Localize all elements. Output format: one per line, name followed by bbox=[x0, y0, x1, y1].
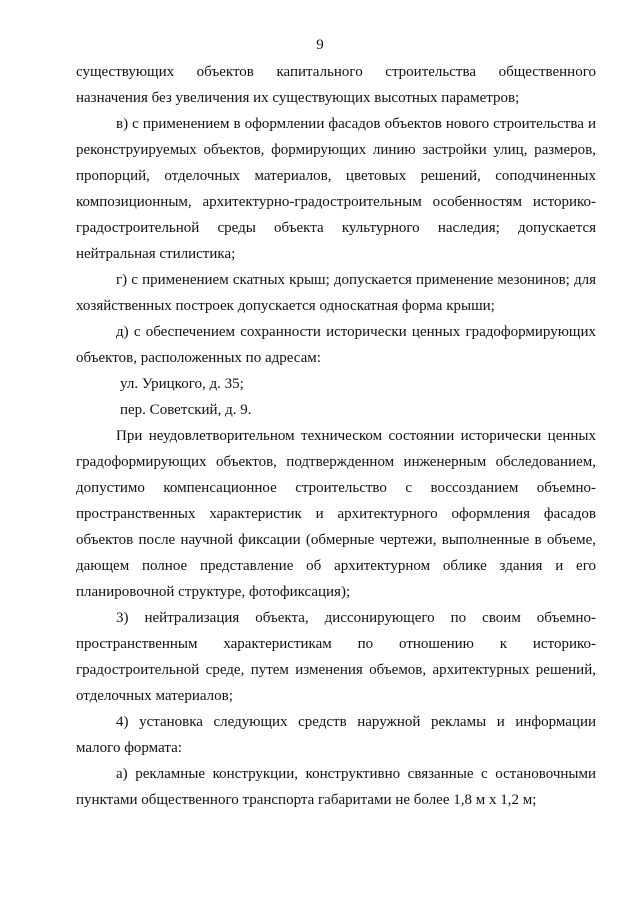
document-body bbox=[76, 59, 596, 813]
page-number: 9 bbox=[316, 37, 324, 53]
address-item: ул. Урицкого, д. 35; bbox=[120, 376, 244, 392]
paragraph-continuation: существующих объектов капитального строительства общественного назначения без увеличения их существующих высотных параметров; bbox=[76, 64, 596, 106]
paragraph-compensation: При неудовлетворительном техническом состоянии исторически ценных градоформирующих объектов, подтвержденном инженерным обследованием, допустимо компенсационное строительство с воссозданием объемно-пространственных характеристик и архитектурного оформления фасадов объектов после научной фиксации (обмерные чертежи, выполненные в объеме, дающем полное представление об архитектурном облике здания и его планировочной структуре, фотофиксация); bbox=[76, 428, 596, 600]
paragraph-item-3: 3) нейтрализация объекта, диссонирующего по своим объемно-пространственным характеристикам по отношению к историко-градостроительной среде, путем изменения объемов, архитектурных решений, отделочных материалов; bbox=[76, 610, 596, 704]
paragraph-item-g: г) с применением скатных крыш; допускается применение мезонинов; для хозяйственных построек допускается односкатная форма крыши; bbox=[76, 272, 596, 314]
address-item: пер. Советский, д. 9. bbox=[120, 402, 252, 418]
paragraph-item-v: в) с применением в оформлении фасадов объектов нового строительства и реконструируемых объектов, формирующих линию застройки улиц, размеров, пропорций, отделочных материалов, цветовых решений, соподчиненных композиционным, архитектурно-градостроительным особенностям историко-градостроительной среды объекта культурного наследия; допускается нейтральная стилистика; bbox=[76, 116, 596, 262]
paragraph-item-a: а) рекламные конструкции, конструктивно связанные с остановочными пунктами общественного транспорта габаритами не более 1,8 м х 1,2 м; bbox=[76, 766, 596, 808]
paragraph-item-d: д) с обеспечением сохранности исторически ценных градоформирующих объектов, расположенных по адресам: bbox=[76, 324, 596, 366]
paragraph-item-4: 4) установка следующих средств наружной рекламы и информации малого формата: bbox=[76, 714, 596, 756]
